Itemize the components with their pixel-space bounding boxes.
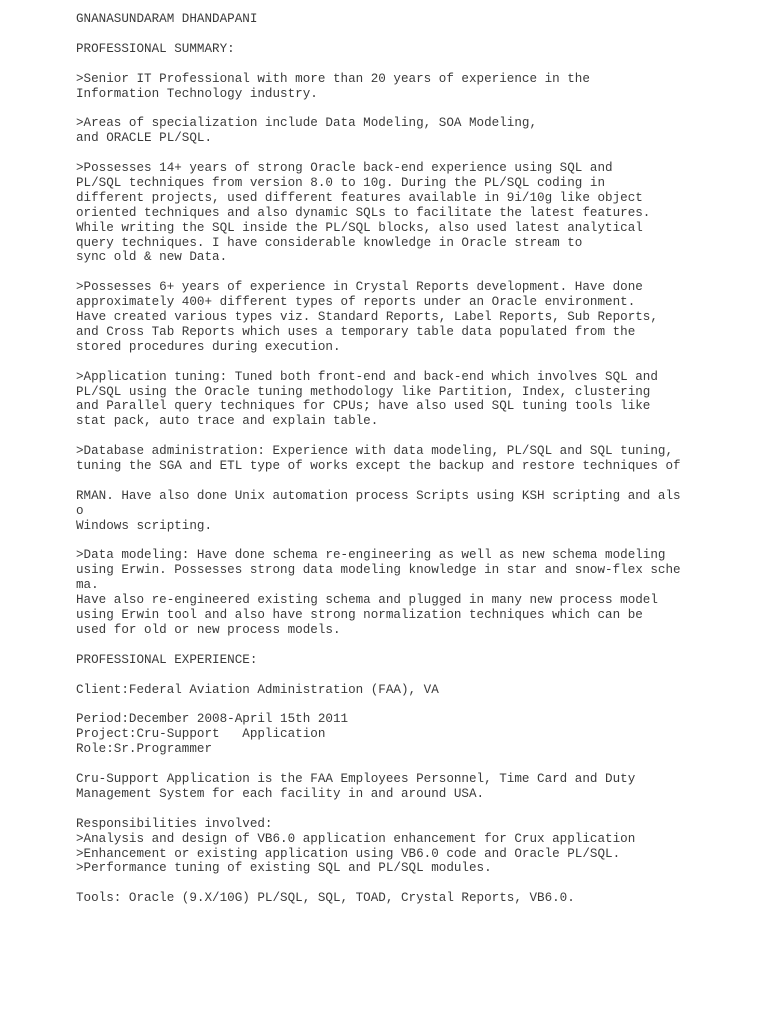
text-line: >Performance tuning of existing SQL and PL/SQL modules. [76,861,492,876]
text-line: Windows scripting. [76,518,213,533]
text-line: using Erwin. Possesses strong data modeling knowledge in star and snow-flex sche [76,563,681,578]
text-line: >Senior IT Professional with more than 20 years of experience in the [76,71,590,86]
text-line: >Possesses 14+ years of strong Oracle back-end experience using SQL and [76,161,613,175]
text-line: Period:December 2008-April 15th 2011 [76,712,349,727]
blank-line [76,355,756,370]
text-line: using Erwin tool and also have strong normalization techniques which can be [76,608,643,623]
blank-line [76,429,756,444]
text-line: RMAN. Have also done Unix automation process Scripts using KSH scripting and als [76,488,681,503]
blank-line [76,474,756,489]
text-line: approximately 400+ different types of reports under an Oracle environment. [76,295,636,310]
text-line: >Analysis and design of VB6.0 application enhancement for Crux application [76,831,636,846]
text-line: stored procedures during execution. [76,339,341,354]
text-line: sync old & new Data. [76,250,228,265]
blank-line [76,101,756,116]
text-line: ma. [76,578,99,593]
text-line: stat pack, auto trace and explain table. [76,414,379,429]
text-line: PL/SQL techniques from version 8.0 to 10g. During the PL/SQL coding in [76,175,606,190]
text-line: and Cross Tab Reports which uses a temporary table data populated from the [76,324,636,339]
text-line: Project:Cru-Support Application [76,727,326,742]
text-line: Role:Sr.Programmer [76,742,213,757]
blank-line [76,265,756,280]
blank-line [76,534,756,549]
text-line: Responsibilities involved: [76,816,273,831]
blank-line [76,802,756,817]
text-line: o [76,503,84,518]
text-line: Client:Federal Aviation Administration (FAA), VA [76,682,439,697]
text-line: Have also re-engineered existing schema and plugged in many new process model [76,593,658,608]
blank-line [76,146,756,161]
text-line: GNANASUNDARAM DHANDAPANI [76,12,258,26]
text-line: >Areas of specialization include Data Modeling, SOA Modeling, [76,116,538,131]
text-line: used for old or new process models. [76,623,341,638]
resume-text [76,12,756,906]
text-line: and Parallel query techniques for CPUs; have also used SQL tuning tools like [76,399,651,414]
blank-line [76,27,756,42]
text-line: PL/SQL using the Oracle tuning methodology like Partition, Index, clustering [76,384,651,399]
blank-line [76,698,756,713]
text-line: tuning the SGA and ETL type of works except the backup and restore techniques of [76,459,681,474]
text-line: and ORACLE PL/SQL. [76,131,213,146]
blank-line [76,876,756,891]
blank-line [76,668,756,683]
text-line: >Enhancement or existing application using VB6.0 code and Oracle PL/SQL. [76,846,621,861]
text-line: >Possesses 6+ years of experience in Crystal Reports development. Have done [76,280,643,295]
text-line: Management System for each facility in and around USA. [76,786,485,801]
text-line: different projects, used different features available in 9i/10g like object [76,190,643,205]
blank-line [76,638,756,653]
text-line: While writing the SQL inside the PL/SQL blocks, also used latest analytical [76,220,643,235]
text-line: >Data modeling: Have done schema re-engineering as well as new schema modeling [76,548,666,563]
text-line: Tools: Oracle (9.X/10G) PL/SQL, SQL, TOAD, Crystal Reports, VB6.0. [76,891,575,906]
blank-line [76,57,756,72]
text-line: PROFESSIONAL SUMMARY: [76,41,235,56]
text-line: >Application tuning: Tuned both front-end and back-end which involves SQL and [76,369,658,384]
text-line: Cru-Support Application is the FAA Employees Personnel, Time Card and Duty [76,772,636,787]
text-line: PROFESSIONAL EXPERIENCE: [76,652,258,667]
text-line: Information Technology industry. [76,86,318,101]
blank-line [76,757,756,772]
text-line: Have created various types viz. Standard Reports, Label Reports, Sub Reports, [76,310,658,325]
text-line: oriented techniques and also dynamic SQLs to facilitate the latest features. [76,205,651,220]
text-line: >Database administration: Experience with data modeling, PL/SQL and SQL tuning, [76,444,674,459]
text-line: query techniques. I have considerable knowledge in Oracle stream to [76,235,583,250]
